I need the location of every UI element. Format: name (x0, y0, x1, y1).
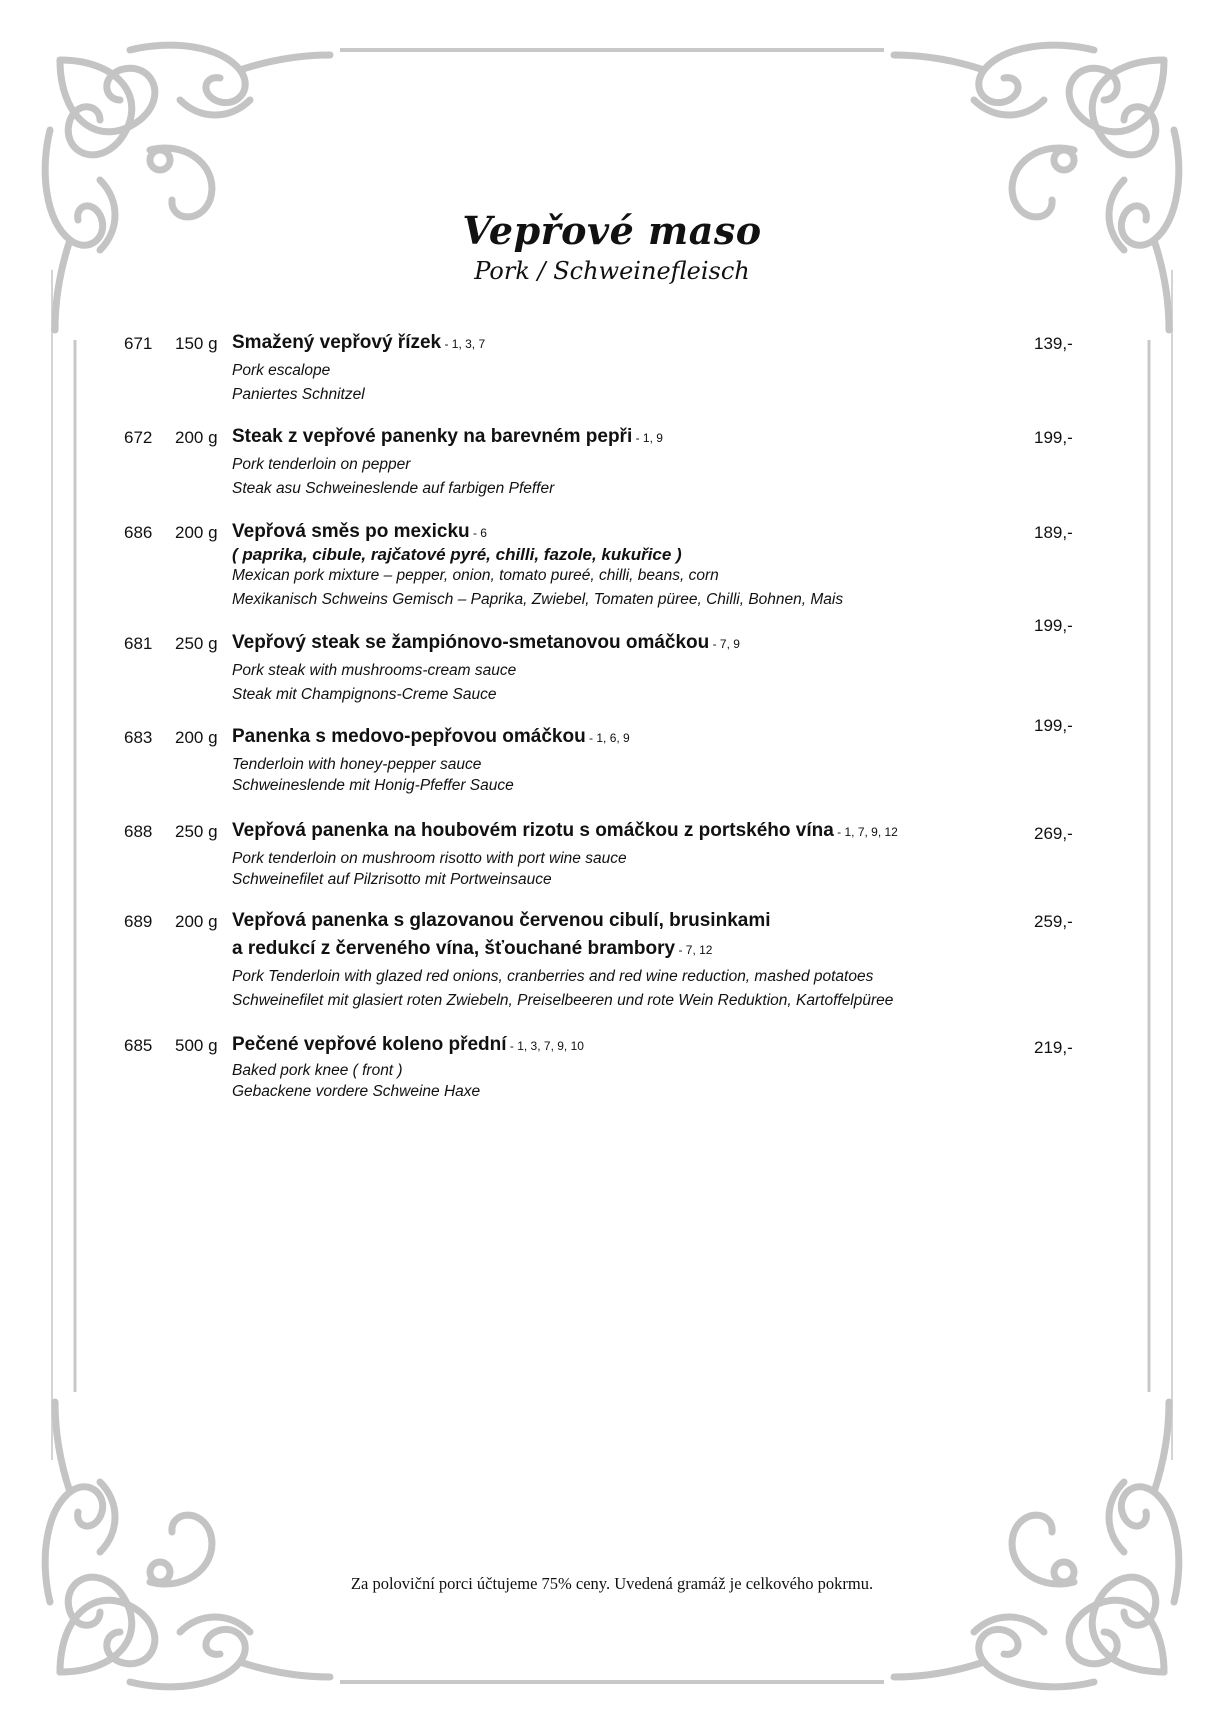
item-german: Mexikanisch Schweins Gemisch – Paprika, Zwiebel, Tomaten püree, Chilli, Bohnen, Mais (232, 591, 844, 608)
item-allergens: - 6 (469, 526, 487, 540)
item-english: Pork tenderloin on mushroom risotto with port wine sauce (232, 850, 627, 867)
item-price: 259,- (1034, 912, 1073, 931)
item-name: Vepřová panenka na houbovém rizotu s omáčkou z portského vína - 1, 7, 9, 12 (232, 820, 898, 841)
item-number: 688 (124, 822, 153, 841)
item-weight: 150 g (175, 334, 218, 353)
item-price: 199,- (1034, 716, 1073, 735)
item-price: 189,- (1034, 523, 1073, 542)
item-number: 686 (124, 523, 153, 542)
page-title: Vepřové maso (462, 208, 762, 253)
item-german: Schweinefilet auf Pilzrisotto mit Portweinsauce (232, 871, 552, 888)
heading (0, 208, 1224, 285)
item-weight: 250 g (175, 822, 218, 841)
item-name: Vepřová směs po mexicku - 6 (232, 521, 487, 542)
item-german: Schweinefilet mit glasiert roten Zwiebeln, Preiselbeeren und rote Wein Reduktion, Kartoffelpüree (232, 992, 894, 1009)
page-subtitle: Pork / Schweinefleisch (474, 257, 750, 285)
footer-note: Za poloviční porci účtujeme 75% ceny. Uvedená gramáž je celkového pokrmu. (350, 1574, 874, 1593)
item-price: 219,- (1034, 1038, 1073, 1057)
item-price: 199,- (1034, 616, 1073, 635)
item-english: Pork escalope (232, 362, 331, 379)
item-price: 139,- (1034, 334, 1073, 353)
item-german: Gebackene vordere Schweine Haxe (232, 1083, 481, 1100)
item-english: Pork tenderloin on pepper (232, 456, 411, 473)
item-allergens: - 7, 12 (675, 943, 713, 957)
item-german: Schweineslende mit Honig-Pfeffer Sauce (232, 777, 514, 794)
item-allergens: - 7, 9 (709, 637, 740, 651)
item-english: Baked pork knee ( front ) (232, 1062, 403, 1079)
item-weight: 500 g (175, 1036, 218, 1055)
item-weight: 200 g (175, 428, 218, 447)
item-allergens: - 1, 3, 7 (441, 337, 486, 351)
item-german: Steak mit Champignons-Creme Sauce (232, 686, 497, 703)
item-name: Vepřová panenka s glazovanou červenou cibulí, brusinkami (232, 910, 771, 931)
item-number: 671 (124, 334, 153, 353)
item-number: 689 (124, 912, 153, 931)
item-allergens: - 1, 7, 9, 12 (833, 825, 898, 839)
item-price: 199,- (1034, 428, 1073, 447)
item-german: Paniertes Schnitzel (232, 386, 365, 403)
item-ingredients: ( paprika, cibule, rajčatové pyré, chilli, fazole, kukuřice ) (232, 545, 682, 564)
item-german: Steak asu Schweineslende auf farbigen Pfeffer (232, 480, 555, 497)
item-name: Smažený vepřový řízek - 1, 3, 7 (232, 332, 486, 353)
item-number: 683 (124, 728, 153, 747)
item-number: 672 (124, 428, 153, 447)
item-allergens: - 1, 6, 9 (585, 731, 630, 745)
item-number: 681 (124, 634, 153, 653)
item-name: Steak z vepřové panenky na barevném pepři - 1, 9 (232, 426, 663, 447)
item-english: Mexican pork mixture – pepper, onion, tomato pureé, chilli, beans, corn (232, 567, 719, 584)
item-weight: 200 g (175, 523, 218, 542)
item-weight: 200 g (175, 912, 218, 931)
item-name: Panenka s medovo-pepřovou omáčkou - 1, 6, 9 (232, 726, 630, 747)
item-price: 269,- (1034, 824, 1073, 843)
item-allergens: - 1, 9 (632, 431, 663, 445)
item-weight: 200 g (175, 728, 218, 747)
item-allergens: - 1, 3, 7, 9, 10 (506, 1039, 584, 1053)
item-english: Tenderloin with honey-pepper sauce (232, 756, 482, 773)
item-name: Vepřový steak se žampiónovo-smetanovou omáčkou - 7, 9 (232, 632, 740, 653)
item-number: 685 (124, 1036, 153, 1055)
item-weight: 250 g (175, 634, 218, 653)
item-name: Pečené vepřové koleno přední - 1, 3, 7, 9, 10 (232, 1034, 584, 1055)
item-english: Pork steak with mushrooms-cream sauce (232, 662, 517, 679)
item-name-line2: a redukcí z červeného vína, šťouchané brambory - 7, 12 (232, 938, 713, 959)
item-english: Pork Tenderloin with glazed red onions, cranberries and red wine reduction, mashed potatoes (232, 968, 874, 985)
